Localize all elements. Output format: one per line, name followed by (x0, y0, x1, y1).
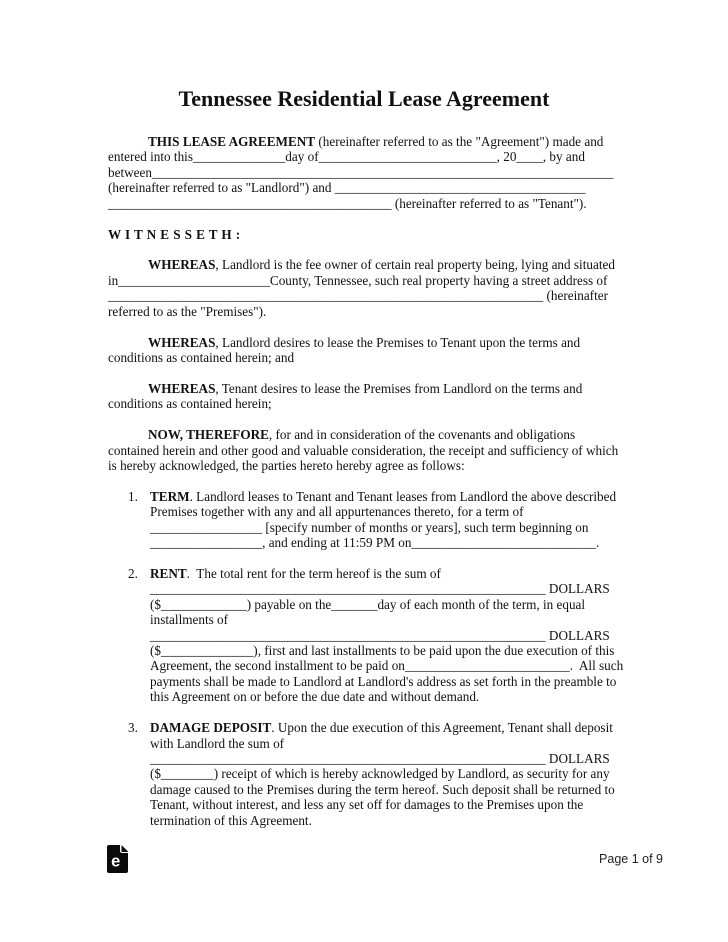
document-line: installments of (150, 612, 229, 628)
document-line: _________________, and ending at 11:59 PM on____________________________. (150, 535, 600, 551)
eforms-document-icon (107, 845, 128, 873)
document-line: TERM. Landlord leases to Tenant and Tenant leases from Landlord the above described (150, 488, 617, 504)
document-line: conditions as contained herein; and (108, 349, 295, 365)
now-therefore (108, 427, 620, 473)
document-line: _________________ [specify number of months or years], such term beginning on (150, 519, 589, 535)
document-line: (hereinafter referred to as "Landlord") and ______________________________________ (108, 180, 586, 196)
document-line: RENT. The total rent for the term hereof is the sum of (150, 566, 441, 582)
page-number-label: Page 1 of 9 (599, 852, 663, 866)
document-line: entered into this______________day of___________________________, 20____, by and (108, 149, 585, 165)
document-line: WHEREAS, Tenant desires to lease the Premises from Landlord on the terms and (148, 380, 583, 396)
svg-text:e: e (111, 852, 121, 871)
document-line: NOW, THEREFORE, for and in consideration of the covenants and obligations (148, 427, 576, 443)
document-line: is hereby acknowledged, the parties hereto hereby agree as follows: (108, 458, 465, 473)
document-line: THIS LEASE AGREEMENT (hereinafter referred to as the "Agreement") made and (148, 134, 604, 149)
section-damage-deposit (108, 720, 620, 828)
document-line: conditions as contained herein; (108, 396, 272, 412)
document-line: ____________________________________________________________ DOLLARS (150, 627, 610, 643)
document-line: WHEREAS, Landlord is the fee owner of certain real property being, lying and situated (148, 257, 615, 273)
document-line: ____________________________________________________________ DOLLARS (150, 581, 610, 597)
whereas-tenant-lease (108, 381, 620, 412)
preamble (108, 134, 620, 211)
document-line: between______________________________________________________________________ (108, 164, 614, 180)
document-line: __________________________________________________________________ (hereinafter (108, 288, 608, 304)
document-line: in_______________________County, Tennessee, such real property having a street address of (108, 272, 608, 288)
list-item-number: 2. (128, 566, 138, 582)
document-line: ($________) receipt of which is hereby acknowledged by Landlord, as security for any (150, 766, 610, 782)
document-line: Tenant, without interest, and less any set off for damages to the Premises upon the (150, 797, 584, 813)
document-line: contained herein and other good and valuable consideration, the receipt and sufficiency of which (108, 442, 619, 458)
document-line: referred to as the "Premises"). (108, 303, 267, 319)
document-blocks (108, 134, 624, 828)
document-line: Agreement, the second installment to be paid on_________________________. All such (150, 658, 624, 674)
section-rent (108, 566, 624, 705)
document-line: ____________________________________________________________ DOLLARS (150, 751, 610, 766)
document-line: W I T N E S S E T H : (108, 226, 241, 242)
whereas-ownership (108, 257, 620, 319)
witnesseth-heading (108, 227, 620, 242)
document-line: termination of this Agreement. (150, 812, 312, 828)
whereas-landlord-lease (108, 335, 620, 366)
document-line: ($_____________) payable on the_______day of each month of the term, in equal (150, 596, 586, 612)
document-line: ($______________), first and last installments to be paid upon the due execution of this (150, 643, 615, 659)
list-item-number: 1. (128, 488, 138, 504)
section-term (108, 489, 620, 551)
page-title: Tennessee Residential Lease Agreement (178, 86, 550, 111)
document-line: Premises together with any and all appurtenances thereto, for a term of (150, 504, 524, 520)
document-line: DAMAGE DEPOSIT. Upon the due execution of this Agreement, Tenant shall deposit (150, 720, 613, 736)
document-line: with Landlord the sum of (150, 735, 285, 751)
document-line: WHEREAS, Landlord desires to lease the Premises to Tenant upon the terms and (148, 334, 581, 350)
document-line: payments shall be made to Landlord at Landlord's address as set forth in the preamble to (150, 673, 617, 689)
document-line: this Agreement on or before the due date and without demand. (150, 689, 480, 705)
document-line: ___________________________________________ (hereinafter referred to as "Tenant"). (108, 195, 587, 211)
page-footer (0, 845, 728, 873)
document-line: damage caused to the Premises during the term hereof. Such deposit shall be returned to (150, 781, 615, 797)
list-item-number: 3. (128, 720, 138, 736)
